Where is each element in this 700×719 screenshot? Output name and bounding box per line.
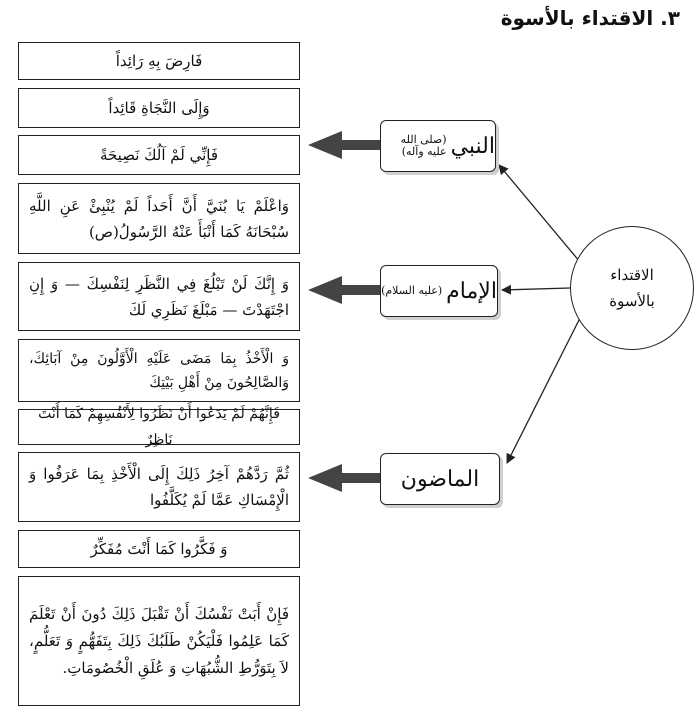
center-line-1: الاقتداء: [610, 266, 654, 284]
honorific-prophet: (صلى الله عليه وآله): [400, 133, 447, 158]
node-prophet: [380, 120, 496, 172]
thick-arrow-prophet: [308, 131, 380, 159]
center-line-2: بالأسوة: [609, 292, 655, 310]
node-predecessors-label: الماضون: [400, 466, 480, 492]
thin-arrow-to-predecessors: [507, 318, 580, 463]
node-prophet-label: النبي: [450, 133, 495, 159]
quote-box-8: ثُمَّ رَدَّهُمْ آخِرُ ذَلِكَ إِلَى الْأَخْذِ بِمَا عَرَفُوا وَ الْإِمْسَاكِ عَمَّا لَمْ يُكَلَّفُوا: [18, 452, 300, 522]
section-title: ٣. الاقتداء بالأسوة: [500, 6, 680, 30]
thick-arrow-imam: [308, 276, 380, 304]
quote-box-1: فَارِضَ بِهِ رَائِداً: [18, 42, 300, 80]
quote-box-5: وَ إِنَّكَ لَنْ تَبْلُغَ فِي النَّظَرِ لِنَفْسِكَ — وَ إِنِ اجْتَهَدْتَ — مَبْلَغَ نَظَرِي لَكَ: [18, 262, 300, 331]
quote-box-4: وَاعْلَمْ يَا بُنَيَّ أَنَّ أَحَداً لَمْ يُنْبِئْ عَنِ اللَّهِ سُبْحَانَهُ كَمَا أَنْبَأَ عَنْهُ الرَّسُولُ(ص): [18, 183, 300, 254]
center-circle: [570, 226, 694, 350]
quote-box-2: وَإِلَى النَّجَاةِ قَائِداً: [18, 88, 300, 128]
honorific-imam: (عليه السلام): [381, 284, 443, 297]
node-imam-label: الإمام: [446, 278, 497, 304]
quote-box-10: فَإِنْ أَبَتْ نَفْسُكَ أَنْ تَقْبَلَ ذَلِكَ دُونَ أَنْ تَعْلَمَ كَمَا عَلِمُوا فَلْيَكُنْ طَلَبُكَ ذَلِكَ بِتَفَهُّمٍ وَ تَعَلُّمٍ، لاَ بِتَوَرُّطِ الشُّبُهَاتِ وَ عُلَقِ الْخُصُومَاتِ.: [18, 576, 300, 706]
quote-box-7: فَإِنَّهُمْ لَمْ يَدَعُوا أَنْ نَظَرُوا لِأَنْفُسِهِمْ كَمَا أَنْتَ نَاظِرٌ: [18, 409, 300, 445]
node-imam: [380, 265, 498, 317]
thick-arrow-predecessors: [308, 464, 380, 492]
thin-arrow-to-prophet: [499, 165, 580, 262]
quote-box-3: فَإِنِّي لَمْ آلُكَ نَصِيحَةً: [18, 135, 300, 175]
thin-arrow-to-imam: [502, 288, 570, 290]
quote-box-6: وَ الْأَخْذُ بِمَا مَضَى عَلَيْهِ الْأَوَّلُونَ مِنْ آبَائِكَ، وَالصَّالِحُونَ مِنْ أَهْلِ بَيْتِكَ: [18, 339, 300, 402]
quote-box-9: وَ فَكَّرُوا كَمَا أَنْتَ مُفَكِّرٌ: [18, 530, 300, 568]
node-predecessors: [380, 453, 500, 505]
